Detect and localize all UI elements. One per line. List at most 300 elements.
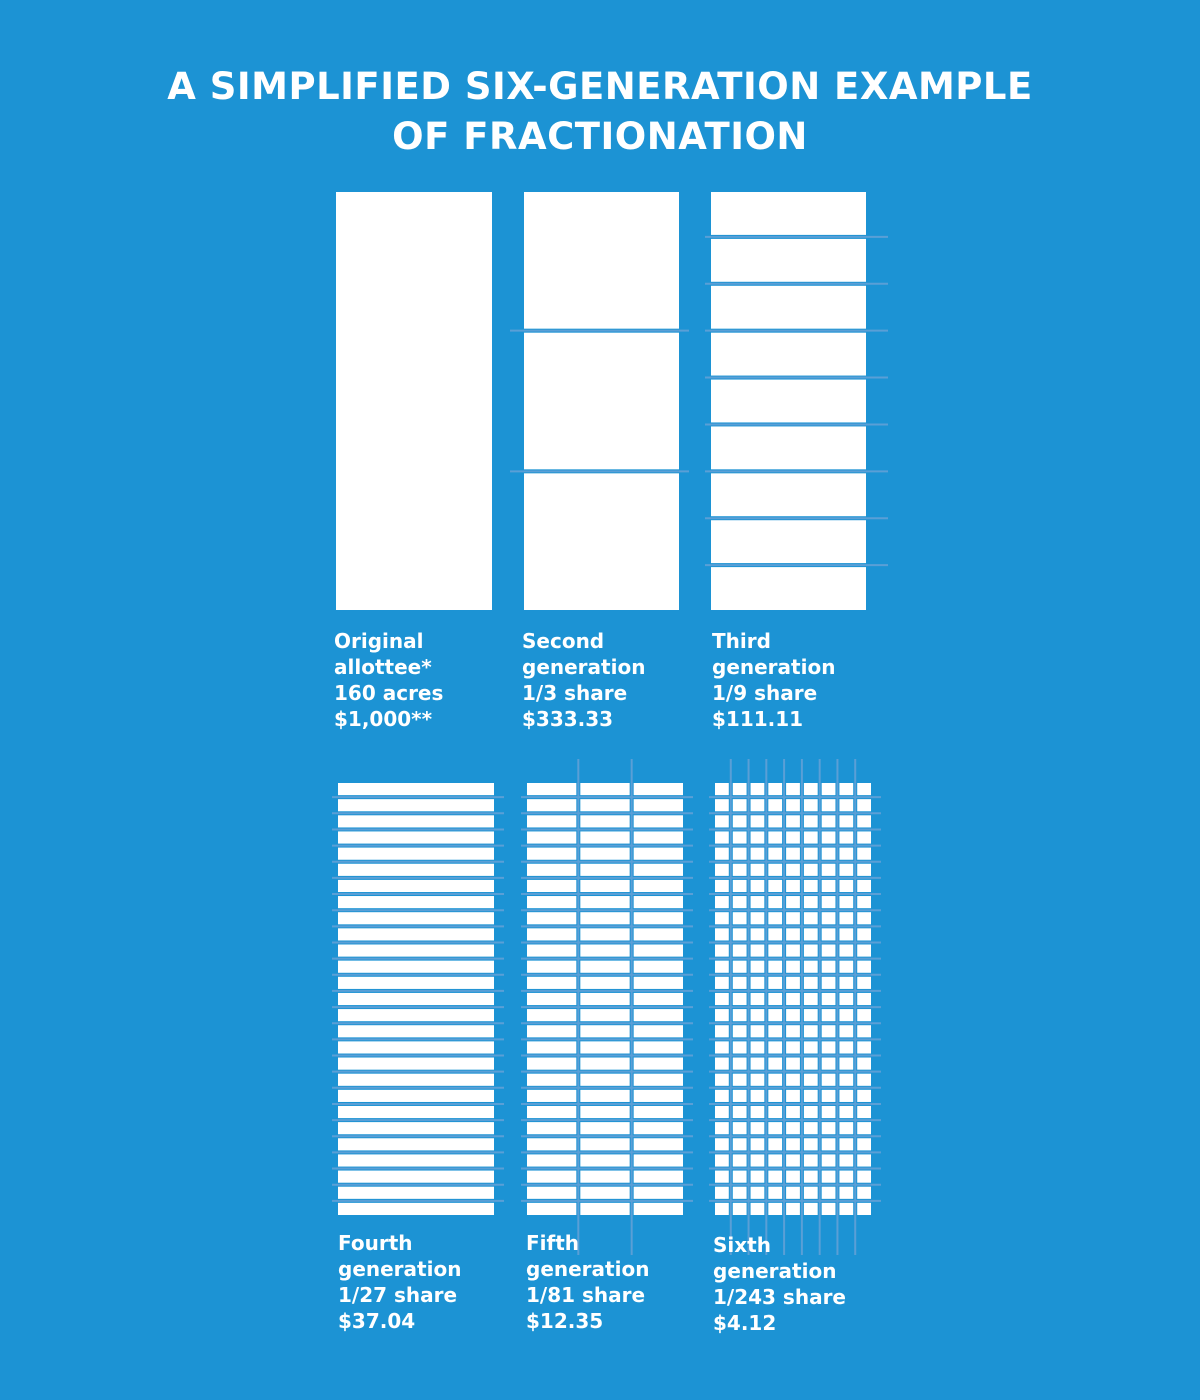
share-block xyxy=(804,961,818,973)
share-block xyxy=(786,928,800,940)
share-block xyxy=(786,961,800,973)
share-block xyxy=(839,1122,853,1134)
share-block xyxy=(733,1041,747,1053)
share-block xyxy=(733,1138,747,1150)
share-block xyxy=(839,928,853,940)
share-block xyxy=(733,993,747,1005)
share-block xyxy=(733,1074,747,1086)
share-block xyxy=(338,815,494,827)
share-block xyxy=(733,799,747,811)
share-block xyxy=(634,1009,683,1021)
share-block xyxy=(338,993,494,1005)
share-block xyxy=(857,815,871,827)
share-block xyxy=(733,1009,747,1021)
share-block xyxy=(804,783,818,795)
share-block xyxy=(338,1090,494,1102)
share-block xyxy=(580,1041,629,1053)
share-block xyxy=(733,831,747,843)
share-block xyxy=(804,993,818,1005)
share-block xyxy=(527,961,576,973)
share-block xyxy=(804,1025,818,1037)
share-block xyxy=(527,783,576,795)
share-block xyxy=(822,1009,836,1021)
share-block xyxy=(715,815,729,827)
share-block xyxy=(857,848,871,860)
share-block xyxy=(804,1154,818,1166)
share-block xyxy=(804,864,818,876)
share-block xyxy=(527,1009,576,1021)
share-block xyxy=(768,880,782,892)
share-block xyxy=(857,993,871,1005)
share-block xyxy=(822,880,836,892)
share-block xyxy=(733,1203,747,1215)
share-block xyxy=(804,1122,818,1134)
share-block xyxy=(580,864,629,876)
share-block xyxy=(733,1122,747,1134)
share-block xyxy=(822,993,836,1005)
share-block xyxy=(839,1138,853,1150)
share-block xyxy=(733,815,747,827)
share-block xyxy=(768,1025,782,1037)
share-block xyxy=(751,944,765,956)
share-block xyxy=(751,1025,765,1037)
share-block xyxy=(822,1203,836,1215)
share-block xyxy=(822,1025,836,1037)
share-block xyxy=(338,1106,494,1118)
share-block xyxy=(733,1154,747,1166)
share-block xyxy=(839,993,853,1005)
caption-line: 160 acres xyxy=(334,681,444,705)
share-block xyxy=(338,848,494,860)
share-block xyxy=(527,1203,576,1215)
share-block xyxy=(580,1171,629,1183)
share-block xyxy=(839,1090,853,1102)
share-block xyxy=(733,1090,747,1102)
share-block xyxy=(839,1041,853,1053)
share-block xyxy=(580,1074,629,1086)
share-block xyxy=(715,928,729,940)
share-block xyxy=(857,1106,871,1118)
share-block xyxy=(733,928,747,940)
share-block xyxy=(338,799,494,811)
share-block xyxy=(768,1009,782,1021)
share-block xyxy=(751,815,765,827)
share-block xyxy=(580,799,629,811)
parcel-fifth-generation xyxy=(521,759,693,1255)
share-block xyxy=(822,1074,836,1086)
share-block xyxy=(822,961,836,973)
share-block xyxy=(634,1187,683,1199)
share-block xyxy=(786,1025,800,1037)
share-block xyxy=(751,864,765,876)
share-block xyxy=(751,961,765,973)
share-block xyxy=(733,783,747,795)
share-block xyxy=(857,1122,871,1134)
share-block xyxy=(338,1058,494,1070)
share-block xyxy=(580,1058,629,1070)
share-block xyxy=(839,1058,853,1070)
share-block xyxy=(857,928,871,940)
share-block xyxy=(338,1171,494,1183)
share-block xyxy=(804,1171,818,1183)
share-block xyxy=(524,473,679,610)
share-block xyxy=(857,977,871,989)
share-block xyxy=(715,944,729,956)
share-block xyxy=(822,1090,836,1102)
share-block xyxy=(715,1058,729,1070)
share-block xyxy=(786,912,800,924)
share-block xyxy=(804,880,818,892)
caption-line: $37.04 xyxy=(338,1309,416,1333)
caption-second-generation xyxy=(522,628,645,732)
share-block xyxy=(527,1041,576,1053)
share-block xyxy=(822,831,836,843)
share-block xyxy=(733,944,747,956)
share-block xyxy=(711,380,866,423)
share-block xyxy=(839,880,853,892)
share-block xyxy=(338,928,494,940)
share-block xyxy=(751,831,765,843)
caption-line: $12.35 xyxy=(526,1309,604,1333)
share-block xyxy=(733,1171,747,1183)
share-block xyxy=(857,864,871,876)
share-block xyxy=(804,1106,818,1118)
caption-line: generation xyxy=(713,1259,837,1283)
share-block xyxy=(768,896,782,908)
caption-line: 1/243 share xyxy=(713,1285,846,1309)
share-block xyxy=(786,1154,800,1166)
caption-line: $4.12 xyxy=(713,1311,777,1335)
caption-line: Second xyxy=(522,629,605,653)
share-block xyxy=(786,1074,800,1086)
share-block xyxy=(527,1154,576,1166)
share-block xyxy=(338,1009,494,1021)
share-block xyxy=(634,1171,683,1183)
share-block xyxy=(839,864,853,876)
share-block xyxy=(527,977,576,989)
share-block xyxy=(768,1154,782,1166)
share-block xyxy=(804,928,818,940)
share-block xyxy=(786,1106,800,1118)
share-block xyxy=(580,815,629,827)
share-block xyxy=(338,1203,494,1215)
caption-line: 1/3 share xyxy=(522,681,628,705)
share-block xyxy=(768,928,782,940)
parcel-fourth-generation xyxy=(332,783,504,1215)
share-block xyxy=(527,1106,576,1118)
share-block xyxy=(768,977,782,989)
share-block xyxy=(768,815,782,827)
share-block xyxy=(822,1041,836,1053)
caption-line: Third xyxy=(712,629,771,653)
share-block xyxy=(751,896,765,908)
share-block xyxy=(733,961,747,973)
share-block xyxy=(857,1171,871,1183)
share-block xyxy=(822,977,836,989)
share-block xyxy=(338,783,494,795)
share-block xyxy=(715,1090,729,1102)
share-block xyxy=(733,1058,747,1070)
share-block xyxy=(751,1171,765,1183)
share-block xyxy=(804,815,818,827)
share-block xyxy=(715,1187,729,1199)
caption-fourth-generation xyxy=(338,1230,461,1334)
share-block xyxy=(634,1025,683,1037)
share-block xyxy=(804,831,818,843)
share-block xyxy=(527,993,576,1005)
share-block xyxy=(751,1106,765,1118)
share-block xyxy=(857,1009,871,1021)
share-block xyxy=(711,192,866,235)
parcel-third-generation xyxy=(705,192,888,610)
share-block xyxy=(634,799,683,811)
share-block xyxy=(634,831,683,843)
share-block xyxy=(857,831,871,843)
share-block xyxy=(857,1138,871,1150)
share-block xyxy=(822,944,836,956)
share-block xyxy=(857,944,871,956)
share-block xyxy=(786,1090,800,1102)
share-block xyxy=(715,783,729,795)
share-block xyxy=(857,1058,871,1070)
share-block xyxy=(786,1187,800,1199)
share-block xyxy=(751,993,765,1005)
caption-line: Sixth xyxy=(713,1233,771,1257)
share-block xyxy=(580,1106,629,1118)
share-block xyxy=(751,848,765,860)
share-block xyxy=(822,1122,836,1134)
share-block xyxy=(338,831,494,843)
share-block xyxy=(839,848,853,860)
share-block xyxy=(804,1041,818,1053)
share-block xyxy=(733,864,747,876)
share-block xyxy=(786,1203,800,1215)
share-block xyxy=(768,1122,782,1134)
share-block xyxy=(804,1058,818,1070)
share-block xyxy=(338,880,494,892)
share-block xyxy=(839,1187,853,1199)
share-block xyxy=(751,928,765,940)
share-block xyxy=(634,896,683,908)
share-block xyxy=(580,1122,629,1134)
caption-line: generation xyxy=(522,655,646,679)
share-block xyxy=(338,1154,494,1166)
share-block xyxy=(527,1187,576,1199)
share-block xyxy=(733,977,747,989)
share-block xyxy=(715,880,729,892)
share-block xyxy=(786,1058,800,1070)
share-block xyxy=(857,961,871,973)
share-block xyxy=(634,1106,683,1118)
share-block xyxy=(527,1025,576,1037)
share-block xyxy=(715,896,729,908)
share-block xyxy=(839,944,853,956)
share-block xyxy=(804,896,818,908)
share-block xyxy=(768,799,782,811)
share-block xyxy=(839,977,853,989)
share-block xyxy=(715,1074,729,1086)
share-block xyxy=(580,912,629,924)
share-block xyxy=(338,912,494,924)
share-block xyxy=(804,799,818,811)
share-block xyxy=(634,848,683,860)
caption-line: Original xyxy=(334,629,424,653)
share-block xyxy=(715,1203,729,1215)
share-block xyxy=(768,783,782,795)
share-block xyxy=(839,1154,853,1166)
share-block xyxy=(768,912,782,924)
share-block xyxy=(804,1009,818,1021)
share-block xyxy=(338,1025,494,1037)
share-block xyxy=(580,993,629,1005)
share-block xyxy=(715,1138,729,1150)
share-block xyxy=(580,1009,629,1021)
share-block xyxy=(857,799,871,811)
share-block xyxy=(524,333,679,470)
share-block xyxy=(338,1187,494,1199)
share-block xyxy=(733,1187,747,1199)
share-block xyxy=(338,944,494,956)
share-block xyxy=(338,1041,494,1053)
share-block xyxy=(751,912,765,924)
share-block xyxy=(786,799,800,811)
share-block xyxy=(857,1041,871,1053)
share-block xyxy=(857,1203,871,1215)
caption-line: allottee* xyxy=(334,655,432,679)
share-block xyxy=(839,1171,853,1183)
share-block xyxy=(527,896,576,908)
share-block xyxy=(711,333,866,376)
parcel-sixth-generation xyxy=(709,759,881,1255)
share-block xyxy=(634,1041,683,1053)
share-block xyxy=(857,896,871,908)
share-block xyxy=(768,1106,782,1118)
share-block xyxy=(527,928,576,940)
share-block xyxy=(857,912,871,924)
share-block xyxy=(711,286,866,329)
share-block xyxy=(634,961,683,973)
share-block xyxy=(768,1090,782,1102)
share-block xyxy=(768,1171,782,1183)
share-block xyxy=(715,993,729,1005)
caption-line: generation xyxy=(338,1257,462,1281)
share-block xyxy=(768,1058,782,1070)
share-block xyxy=(839,831,853,843)
share-block xyxy=(733,1025,747,1037)
caption-original-allottee xyxy=(334,628,443,732)
share-block xyxy=(634,880,683,892)
share-block xyxy=(715,1171,729,1183)
share-block xyxy=(338,1122,494,1134)
share-block xyxy=(715,1154,729,1166)
share-block xyxy=(338,961,494,973)
caption-line: Fifth xyxy=(526,1231,580,1255)
share-block xyxy=(786,977,800,989)
share-block xyxy=(715,848,729,860)
share-block xyxy=(839,1106,853,1118)
share-block xyxy=(338,1138,494,1150)
share-block xyxy=(786,783,800,795)
share-block xyxy=(751,1154,765,1166)
share-block xyxy=(768,1041,782,1053)
share-block xyxy=(804,1074,818,1086)
share-block xyxy=(715,977,729,989)
share-block xyxy=(804,1187,818,1199)
share-block xyxy=(580,1154,629,1166)
share-block xyxy=(715,1025,729,1037)
share-block xyxy=(634,1203,683,1215)
share-block xyxy=(751,1187,765,1199)
share-block xyxy=(839,1074,853,1086)
share-block xyxy=(580,1187,629,1199)
share-block xyxy=(822,848,836,860)
share-block xyxy=(733,1106,747,1118)
share-block xyxy=(786,864,800,876)
share-block xyxy=(580,961,629,973)
share-block xyxy=(715,1122,729,1134)
share-block xyxy=(822,896,836,908)
caption-line: Fourth xyxy=(338,1231,413,1255)
share-block xyxy=(634,977,683,989)
share-block xyxy=(786,1009,800,1021)
share-block xyxy=(786,848,800,860)
share-block xyxy=(822,1187,836,1199)
share-block xyxy=(715,1009,729,1021)
share-block xyxy=(751,799,765,811)
title-line-1: A SIMPLIFIED SIX-GENERATION EXAMPLE xyxy=(167,65,1033,108)
share-block xyxy=(768,961,782,973)
share-block xyxy=(634,928,683,940)
share-block xyxy=(715,912,729,924)
share-block xyxy=(580,1138,629,1150)
share-block xyxy=(768,1203,782,1215)
share-block xyxy=(786,1138,800,1150)
share-block xyxy=(580,977,629,989)
share-block xyxy=(711,567,866,610)
share-block xyxy=(857,783,871,795)
share-block xyxy=(822,864,836,876)
share-block xyxy=(634,1138,683,1150)
share-block xyxy=(338,896,494,908)
share-block xyxy=(804,912,818,924)
share-block xyxy=(751,1074,765,1086)
share-block xyxy=(527,912,576,924)
share-block xyxy=(839,961,853,973)
share-block xyxy=(580,848,629,860)
share-block xyxy=(715,961,729,973)
share-block xyxy=(839,799,853,811)
share-block xyxy=(580,928,629,940)
share-block xyxy=(527,848,576,860)
caption-line: generation xyxy=(526,1257,650,1281)
share-block xyxy=(822,815,836,827)
share-block xyxy=(786,815,800,827)
caption-line: 1/81 share xyxy=(526,1283,646,1307)
share-block xyxy=(804,1138,818,1150)
share-block xyxy=(527,944,576,956)
share-block xyxy=(338,977,494,989)
share-block xyxy=(786,1171,800,1183)
share-block xyxy=(822,912,836,924)
share-block xyxy=(527,1171,576,1183)
share-block xyxy=(768,864,782,876)
share-block xyxy=(751,977,765,989)
share-block xyxy=(733,880,747,892)
share-block xyxy=(839,783,853,795)
share-block xyxy=(580,896,629,908)
share-block xyxy=(751,783,765,795)
share-block xyxy=(857,1187,871,1199)
